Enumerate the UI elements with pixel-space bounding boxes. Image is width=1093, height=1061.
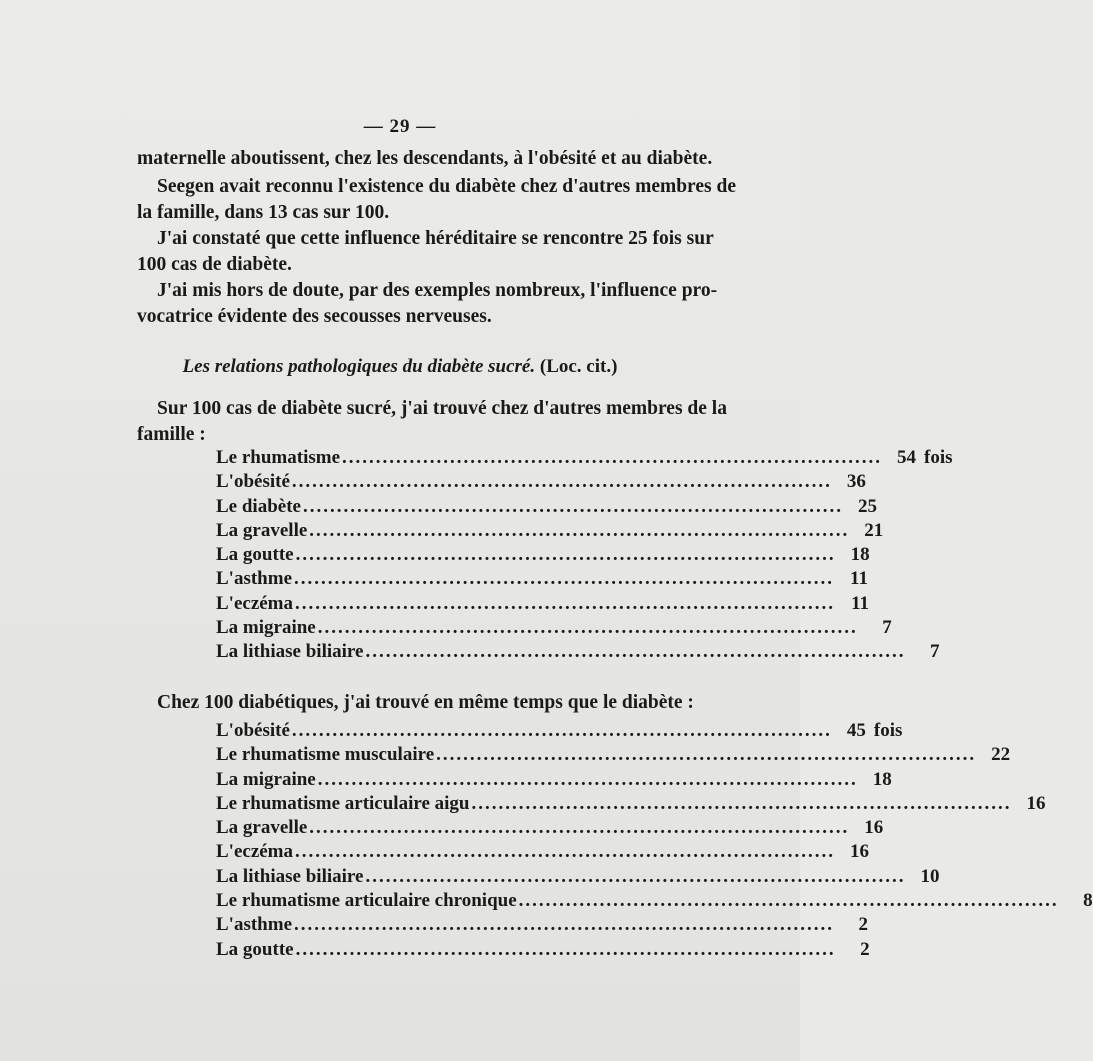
row-value: 11 — [851, 592, 870, 614]
row-unit: fois — [924, 447, 953, 468]
row-value: 10 — [920, 865, 940, 887]
row-label: Le diabète — [216, 495, 301, 517]
dot-leader: ................................................................................ — [317, 768, 858, 790]
row-label: La migraine — [216, 768, 316, 790]
row-label: L'asthme — [216, 914, 292, 936]
row-label: La lithiase biliaire — [216, 641, 364, 663]
dot-leader: ................................................................................ — [291, 471, 832, 493]
paragraph-line: famille : — [137, 424, 206, 445]
row-label: La migraine — [216, 617, 316, 639]
page-number: — 29 — — [363, 116, 437, 137]
table-row — [216, 816, 884, 840]
relations-table-patients — [216, 719, 1093, 962]
table-row — [216, 938, 870, 962]
intro-paragraph-2 — [137, 690, 693, 716]
table-row — [216, 567, 868, 591]
section-heading — [0, 356, 800, 378]
table-row — [216, 543, 870, 567]
table-row — [216, 495, 877, 519]
row-value: 36 — [846, 471, 866, 493]
dot-leader: ................................................................................ — [317, 617, 858, 639]
section-title: Les relations pathologiques du diabète sucré. — [182, 356, 536, 377]
table-row — [216, 840, 870, 864]
dot-leader: ................................................................................ — [295, 938, 836, 960]
dot-leader: ................................................................................ — [471, 792, 1012, 814]
row-unit: fois — [873, 720, 903, 741]
table-row — [216, 889, 1093, 913]
row-value: 21 — [864, 519, 884, 541]
row-label: Le rhumatisme — [216, 447, 341, 468]
row-label: L'asthme — [216, 568, 292, 590]
paragraph-line: J'ai constaté que cette influence héréditaire se rencontre 25 fois sur — [157, 228, 714, 249]
row-label: L'eczéma — [216, 592, 294, 614]
dot-leader: ................................................................................ — [294, 914, 834, 936]
dot-leader: ................................................................................ — [291, 720, 832, 741]
row-label: Le rhumatisme musculaire — [216, 744, 435, 766]
table-row — [216, 719, 903, 743]
dot-leader: ................................................................................ — [309, 817, 850, 839]
row-label: La goutte — [216, 938, 294, 960]
dot-leader: ................................................................................ — [309, 519, 850, 541]
row-value: 7 — [882, 617, 892, 639]
row-value: 16 — [850, 841, 870, 863]
row-label: La goutte — [216, 544, 294, 566]
table-row — [216, 592, 870, 616]
paragraph-line: J'ai mis hors de doute, par des exemples nombreux, l'influence pro- — [157, 280, 718, 301]
row-value: 7 — [929, 641, 940, 663]
paragraph-4 — [137, 278, 718, 330]
row-label: La lithiase biliaire — [216, 865, 364, 887]
dot-leader: ................................................................................ — [436, 744, 977, 766]
row-value: 45 — [846, 720, 866, 741]
paragraph-2 — [137, 174, 736, 226]
row-label: Le rhumatisme articulaire chronique — [216, 890, 517, 912]
table-row — [216, 865, 940, 889]
row-label: La gravelle — [216, 519, 308, 541]
paragraph-line: maternelle aboutissent, chez les descendants, à l'obésité et au diabète. — [137, 148, 713, 169]
row-value: 2 — [860, 938, 870, 960]
paragraph-line: Seegen avait reconnu l'existence du diabète chez d'autres membres de — [157, 176, 736, 197]
row-value: 16 — [1026, 792, 1046, 814]
paragraph-line: Chez 100 diabétiques, j'ai trouvé en même temps que le diabète : — [157, 692, 694, 713]
dot-leader: ................................................................................ — [294, 568, 834, 590]
dot-leader: ................................................................................ — [295, 592, 836, 614]
row-label: L'obésité — [216, 471, 290, 493]
table-row — [216, 913, 868, 937]
row-value: 18 — [850, 544, 870, 566]
table-row — [216, 519, 884, 543]
row-value: 11 — [850, 568, 868, 590]
row-value: 25 — [857, 495, 877, 517]
row-value: 8 — [1083, 890, 1093, 912]
relations-table-family — [216, 446, 953, 665]
table-row — [216, 743, 1011, 767]
row-value: 16 — [864, 817, 884, 839]
row-value: 54 — [897, 447, 917, 468]
table-row — [216, 616, 892, 640]
paragraph-3 — [137, 226, 714, 278]
row-label: L'eczéma — [216, 841, 294, 863]
paragraph-line: Sur 100 cas de diabète sucré, j'ai trouvé chez d'autres membres de la — [157, 398, 727, 419]
row-value: 22 — [991, 744, 1011, 766]
table-row — [216, 640, 940, 664]
paragraph-1 — [137, 146, 713, 172]
table-row — [216, 470, 866, 494]
row-label: La gravelle — [216, 817, 308, 839]
row-value: 2 — [858, 914, 868, 936]
section-reference: (Loc. cit.) — [539, 356, 618, 377]
row-value: 18 — [872, 768, 892, 790]
dot-leader: ................................................................................ — [295, 544, 836, 566]
paragraph-line: la famille, dans 13 cas sur 100. — [137, 202, 390, 223]
dot-leader: ................................................................................ — [365, 641, 906, 663]
row-label: L'obésité — [216, 720, 290, 741]
dot-leader: ................................................................................ — [365, 865, 906, 887]
row-label: Le rhumatisme articulaire aigu — [216, 792, 470, 814]
dot-leader: ................................................................................ — [342, 447, 883, 468]
dot-leader: ................................................................................ — [518, 890, 1059, 912]
dot-leader: ................................................................................ — [295, 841, 836, 863]
paragraph-line: 100 cas de diabète. — [137, 254, 292, 275]
intro-paragraph-1 — [137, 396, 727, 448]
paragraph-line: vocatrice évidente des secousses nerveuses. — [137, 306, 492, 327]
dot-leader: ................................................................................ — [302, 495, 843, 517]
table-row — [216, 792, 1046, 816]
table-row — [216, 446, 953, 470]
table-row — [216, 768, 892, 792]
